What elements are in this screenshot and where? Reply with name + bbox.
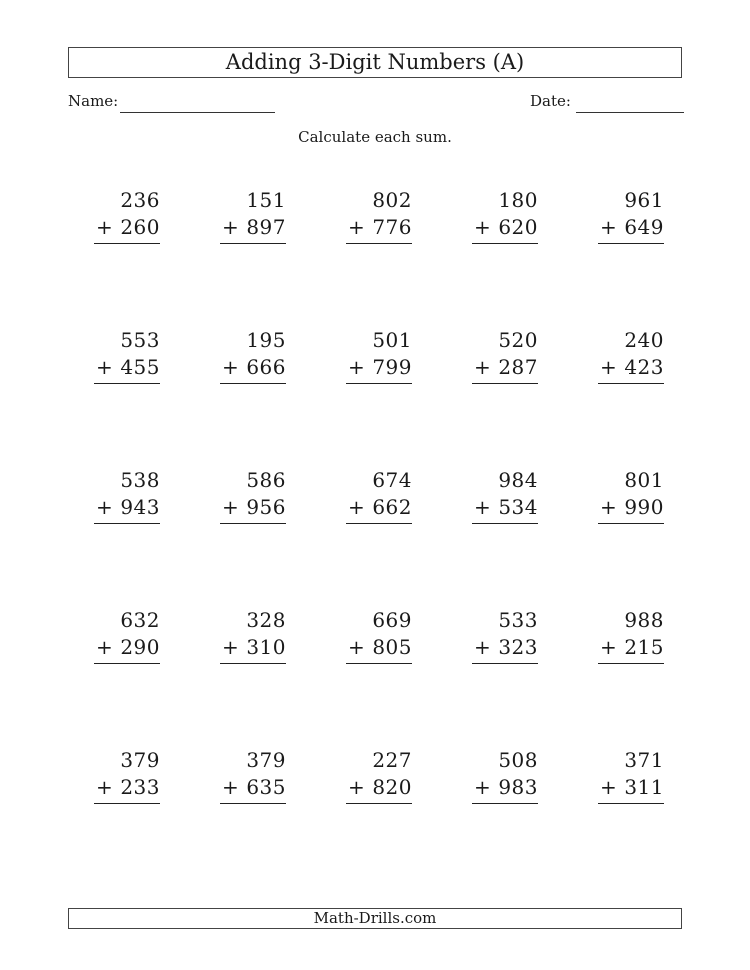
plus-sign: +	[348, 355, 365, 379]
addend-top: 227	[372, 748, 412, 772]
answer-line	[94, 243, 160, 244]
addition-problem	[464, 606, 590, 746]
answer-line	[346, 383, 412, 384]
problem-grid	[86, 186, 686, 886]
addend-bottom: 983	[498, 775, 538, 799]
addition-problem	[590, 466, 716, 606]
date-field-line	[576, 112, 684, 113]
addend-bottom: 455	[120, 355, 160, 379]
answer-line	[94, 523, 160, 524]
plus-sign: +	[600, 215, 617, 239]
addend-top: 533	[498, 608, 538, 632]
name-field-line	[120, 112, 275, 113]
plus-sign: +	[600, 635, 617, 659]
addend-top: 632	[120, 608, 160, 632]
plus-sign: +	[222, 215, 239, 239]
addend-bottom: 799	[372, 355, 412, 379]
worksheet-title	[68, 47, 682, 78]
addend-top: 520	[498, 328, 538, 352]
addend-top: 988	[624, 608, 664, 632]
date-label: Date:	[530, 92, 571, 110]
addend-top: 195	[246, 328, 286, 352]
addition-problem	[212, 606, 338, 746]
plus-sign: +	[96, 635, 113, 659]
addend-top: 379	[246, 748, 286, 772]
addition-problem	[590, 606, 716, 746]
addend-bottom: 534	[498, 495, 538, 519]
addend-top: 240	[624, 328, 664, 352]
answer-line	[472, 663, 538, 664]
addend-top: 538	[120, 468, 160, 492]
addend-bottom: 635	[246, 775, 286, 799]
addend-bottom: 233	[120, 775, 160, 799]
addend-bottom: 776	[372, 215, 412, 239]
addend-bottom: 956	[246, 495, 286, 519]
plus-sign: +	[348, 775, 365, 799]
addend-bottom: 290	[120, 635, 160, 659]
plus-sign: +	[96, 775, 113, 799]
addition-problem	[338, 606, 464, 746]
addition-problem	[86, 466, 212, 606]
addend-top: 236	[120, 188, 160, 212]
addition-problem	[86, 606, 212, 746]
plus-sign: +	[222, 775, 239, 799]
addition-problem	[212, 746, 338, 886]
addend-bottom: 310	[246, 635, 286, 659]
answer-line	[472, 383, 538, 384]
worksheet-title-text: Adding 3-Digit Numbers (A)	[225, 50, 525, 74]
addend-bottom: 423	[624, 355, 664, 379]
addend-top: 961	[624, 188, 664, 212]
plus-sign: +	[222, 495, 239, 519]
addend-top: 180	[498, 188, 538, 212]
addend-bottom: 820	[372, 775, 412, 799]
addend-bottom: 805	[372, 635, 412, 659]
addition-problem	[212, 326, 338, 466]
plus-sign: +	[474, 215, 491, 239]
answer-line	[598, 243, 664, 244]
footer-text: Math-Drills.com	[313, 909, 437, 927]
addition-problem	[338, 466, 464, 606]
addend-top: 801	[624, 468, 664, 492]
plus-sign: +	[600, 775, 617, 799]
addition-problem	[590, 186, 716, 326]
plus-sign: +	[222, 355, 239, 379]
addend-top: 984	[498, 468, 538, 492]
answer-line	[220, 523, 286, 524]
addend-bottom: 897	[246, 215, 286, 239]
name-label: Name:	[68, 92, 119, 110]
addend-bottom: 287	[498, 355, 538, 379]
plus-sign: +	[474, 635, 491, 659]
addend-top: 501	[372, 328, 412, 352]
answer-line	[220, 243, 286, 244]
answer-line	[220, 803, 286, 804]
answer-line	[346, 663, 412, 664]
addend-bottom: 215	[624, 635, 664, 659]
addition-problem	[464, 746, 590, 886]
addend-bottom: 649	[624, 215, 664, 239]
plus-sign: +	[222, 635, 239, 659]
answer-line	[472, 523, 538, 524]
plus-sign: +	[348, 635, 365, 659]
addend-bottom: 990	[624, 495, 664, 519]
addition-problem	[212, 186, 338, 326]
answer-line	[598, 523, 664, 524]
answer-line	[220, 383, 286, 384]
plus-sign: +	[348, 495, 365, 519]
addend-top: 674	[372, 468, 412, 492]
addend-bottom: 943	[120, 495, 160, 519]
plus-sign: +	[474, 355, 491, 379]
addend-bottom: 311	[624, 775, 664, 799]
answer-line	[94, 803, 160, 804]
addend-bottom: 620	[498, 215, 538, 239]
addition-problem	[464, 186, 590, 326]
answer-line	[346, 803, 412, 804]
addend-bottom: 662	[372, 495, 412, 519]
addition-problem	[464, 326, 590, 466]
plus-sign: +	[600, 495, 617, 519]
addition-problem	[86, 326, 212, 466]
addend-top: 586	[246, 468, 286, 492]
addition-problem	[590, 746, 716, 886]
addend-top: 669	[372, 608, 412, 632]
addend-top: 802	[372, 188, 412, 212]
plus-sign: +	[474, 495, 491, 519]
addend-top: 151	[246, 188, 286, 212]
answer-line	[94, 383, 160, 384]
answer-line	[598, 383, 664, 384]
answer-line	[598, 803, 664, 804]
plus-sign: +	[600, 355, 617, 379]
answer-line	[598, 663, 664, 664]
plus-sign: +	[348, 215, 365, 239]
addition-problem	[338, 186, 464, 326]
instructions: Calculate each sum.	[298, 128, 452, 146]
addition-problem	[338, 746, 464, 886]
plus-sign: +	[96, 495, 113, 519]
plus-sign: +	[474, 775, 491, 799]
answer-line	[472, 803, 538, 804]
addend-top: 371	[624, 748, 664, 772]
addend-bottom: 666	[246, 355, 286, 379]
addend-top: 379	[120, 748, 160, 772]
addend-top: 328	[246, 608, 286, 632]
addend-bottom: 323	[498, 635, 538, 659]
plus-sign: +	[96, 215, 113, 239]
answer-line	[94, 663, 160, 664]
addition-problem	[86, 186, 212, 326]
answer-line	[346, 523, 412, 524]
addition-problem	[590, 326, 716, 466]
answer-line	[472, 243, 538, 244]
answer-line	[346, 243, 412, 244]
addition-problem	[212, 466, 338, 606]
addend-top: 553	[120, 328, 160, 352]
footer	[68, 908, 682, 929]
answer-line	[220, 663, 286, 664]
addition-problem	[464, 466, 590, 606]
addition-problem	[86, 746, 212, 886]
addend-top: 508	[498, 748, 538, 772]
plus-sign: +	[96, 355, 113, 379]
addition-problem	[338, 326, 464, 466]
addend-bottom: 260	[120, 215, 160, 239]
